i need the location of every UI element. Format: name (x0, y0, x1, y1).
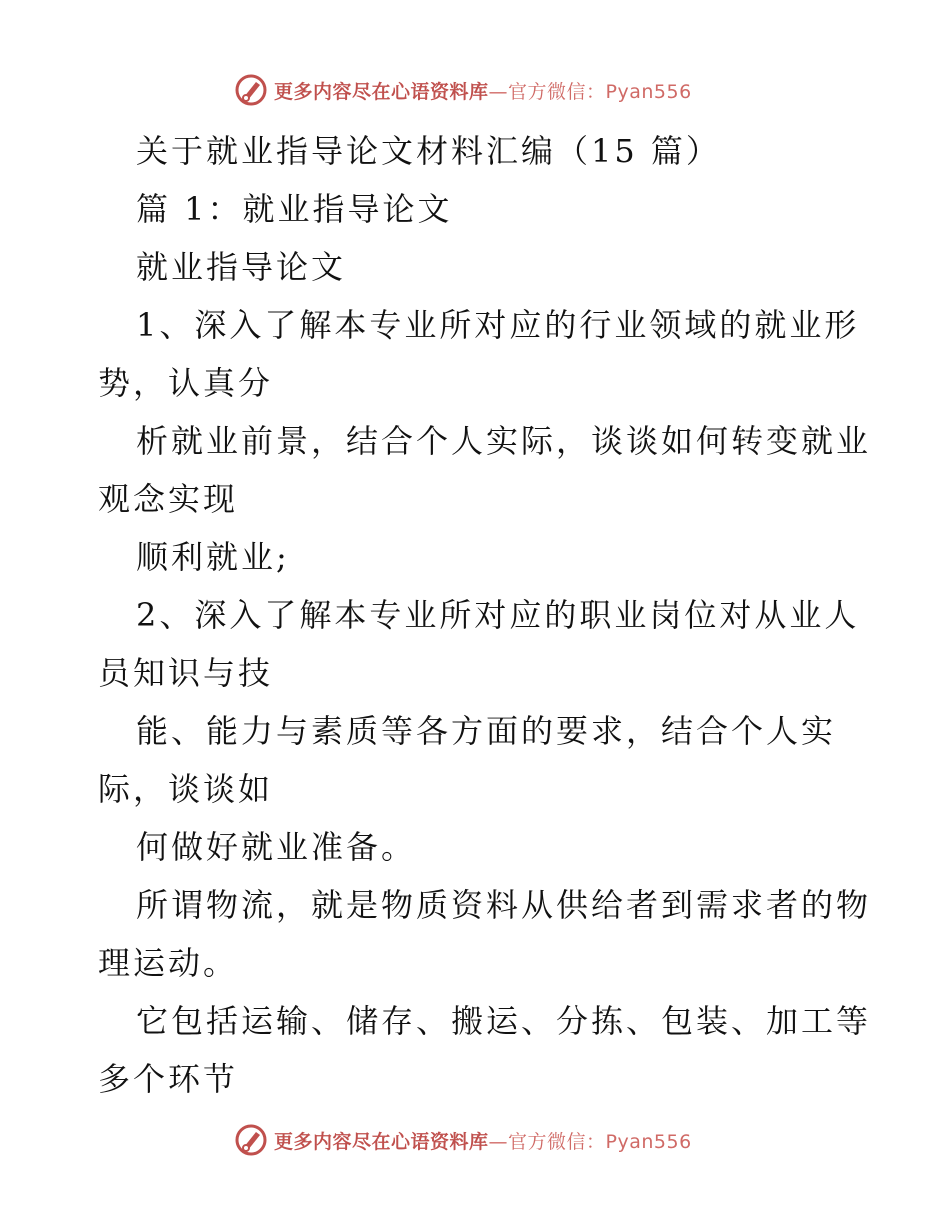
document-title: 关于就业指导论文材料汇编（15 篇） (136, 132, 721, 170)
paragraph-line: 际，谈谈如 (98, 770, 274, 808)
paragraph-line: 所谓物流，就是物质资料从供给者到需求者的物 (136, 886, 872, 924)
paragraph-line: 析就业前景，结合个人实际，谈谈如何转变就业 (136, 422, 872, 460)
paragraph-line: 员知识与技 (98, 654, 274, 692)
pen-logo-icon (234, 1123, 268, 1157)
document-body (98, 122, 872, 1108)
paragraph-line: 顺利就业; (136, 538, 290, 576)
paragraph-line: 势，认真分 (98, 364, 274, 402)
paragraph-line: 何做好就业准备。 (136, 828, 417, 866)
paragraph-line: 观念实现 (98, 480, 239, 518)
paragraph-line: 能、能力与素质等各方面的要求，结合个人实 (136, 712, 837, 750)
paragraph-line: 2、深入了解本专业所对应的职业岗位对从业人 (136, 596, 860, 634)
footer-banner (234, 1120, 692, 1160)
paragraph-line: 它包括运输、储存、搬运、分拣、包装、加工等 (136, 1002, 872, 1040)
section-heading: 篇 1：就业指导论文 (136, 190, 453, 228)
paragraph-line: 1、深入了解本专业所对应的行业领域的就业形 (136, 306, 860, 344)
banner-text: 更多内容尽在心语资料库—官方微信：Pyan556 (274, 80, 692, 103)
sub-heading: 就业指导论文 (136, 248, 347, 286)
banner-text: 更多内容尽在心语资料库—官方微信：Pyan556 (274, 1130, 692, 1153)
paragraph-line: 理运动。 (98, 944, 239, 982)
pen-logo-icon (234, 73, 268, 107)
paragraph-line: 多个环节 (98, 1060, 239, 1098)
header-banner (234, 70, 692, 110)
